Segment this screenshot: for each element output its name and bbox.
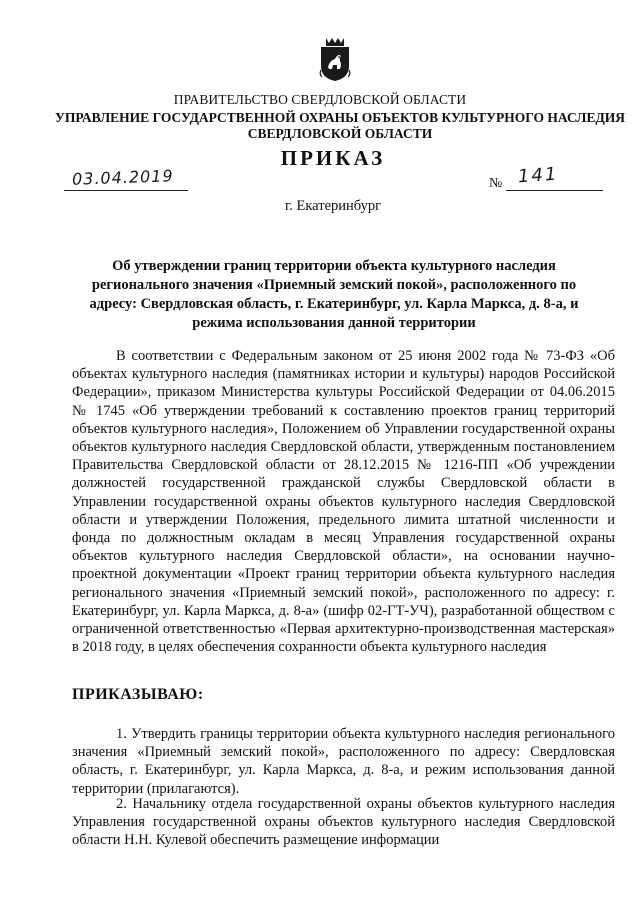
department-name: УПРАВЛЕНИЕ ГОСУДАРСТВЕННОЙ ОХРАНЫ ОБЪЕКТОВ КУЛЬТУРНОГО НАСЛЕДИЯ СВЕРДЛОВСКОЙ ОБЛАСТИ [54,110,626,141]
city-name: г. Екатеринбург [284,198,382,214]
order-item-1: 1. Утвердить границы территории объекта культурного наследия регионального значения «Приемный земский покой», расположенного по адресу: Свердловская область, г. Екатеринбург, ул. Карла Маркса, д. 8-а, и режим использования данной территории (прилагаются). [72,726,615,797]
number-label: № [489,176,503,191]
document-type-title: ПРИКАЗ [280,146,386,170]
order-heading: ПРИКАЗЫВАЮ: [72,686,204,703]
sverdlovsk-coat-of-arms-icon [318,36,352,82]
number-underline [506,190,603,191]
order-subject: Об утверждении границ территории объекта культурного наследия регионального значения «Приемный земский покой», расположенного по адресу: Свердловская область, г. Екатеринбург, ул. Карла Маркса, д. 8-а, и режима использования данной территории [89,258,579,331]
date-underline [64,190,188,191]
order-item-2: 2. Начальнику отдела государственной охраны объектов культурного наследия Управления государственной охраны объектов культурного наследия Свердловской области Н.Н. Кулевой обеспечить размещение информации [72,796,615,849]
government-name: ПРАВИТЕЛЬСТВО СВЕРДЛОВСКОЙ ОБЛАСТИ [173,92,467,107]
handwritten-number: 141 [517,163,560,188]
handwritten-date: 03.04.2019 [71,166,174,189]
preamble-paragraph: В соответствии с Федеральным законом от 25 июня 2002 года № 73-ФЗ «Об объектах культурного наследия (памятниках истории и культуры) народов Российской Федерации», приказом Министерства культуры Российской Федерации от 04.06.2015 № 1745 «Об утверждении требований к составлению проектов границ территорий объектов культурного наследия», Положением об Управлении государственной охраны объектов культурного наследия Свердловской области, утвержденным постановлением Правительства Свердловской области от 28.12.2015 № 1216-ПП «Об учреждении должностей государственной гражданской службы Свердловской области в Управлении государственной охраны объектов культурного наследия Свердловской области и утверждении Положения, предельного лимита штатной численности и фонда по должностным окладам в месяц Управления государственной охраны объектов культурного наследия Свердловской области», на основании научно-проектной документации «Проект границ территории объекта культурного наследия регионального значения «Приемный земский покой», расположенного по адресу: г. Екатеринбург, ул. Карла Маркса, д. 8-а» (шифр 02-ГТ-УЧ), разработанной обществом с ограниченной ответственностью «Первая архитектурно-производственная мастерская» в 2018 году, в целях обеспечения сохранности объекта культурного наследия [72,348,615,656]
